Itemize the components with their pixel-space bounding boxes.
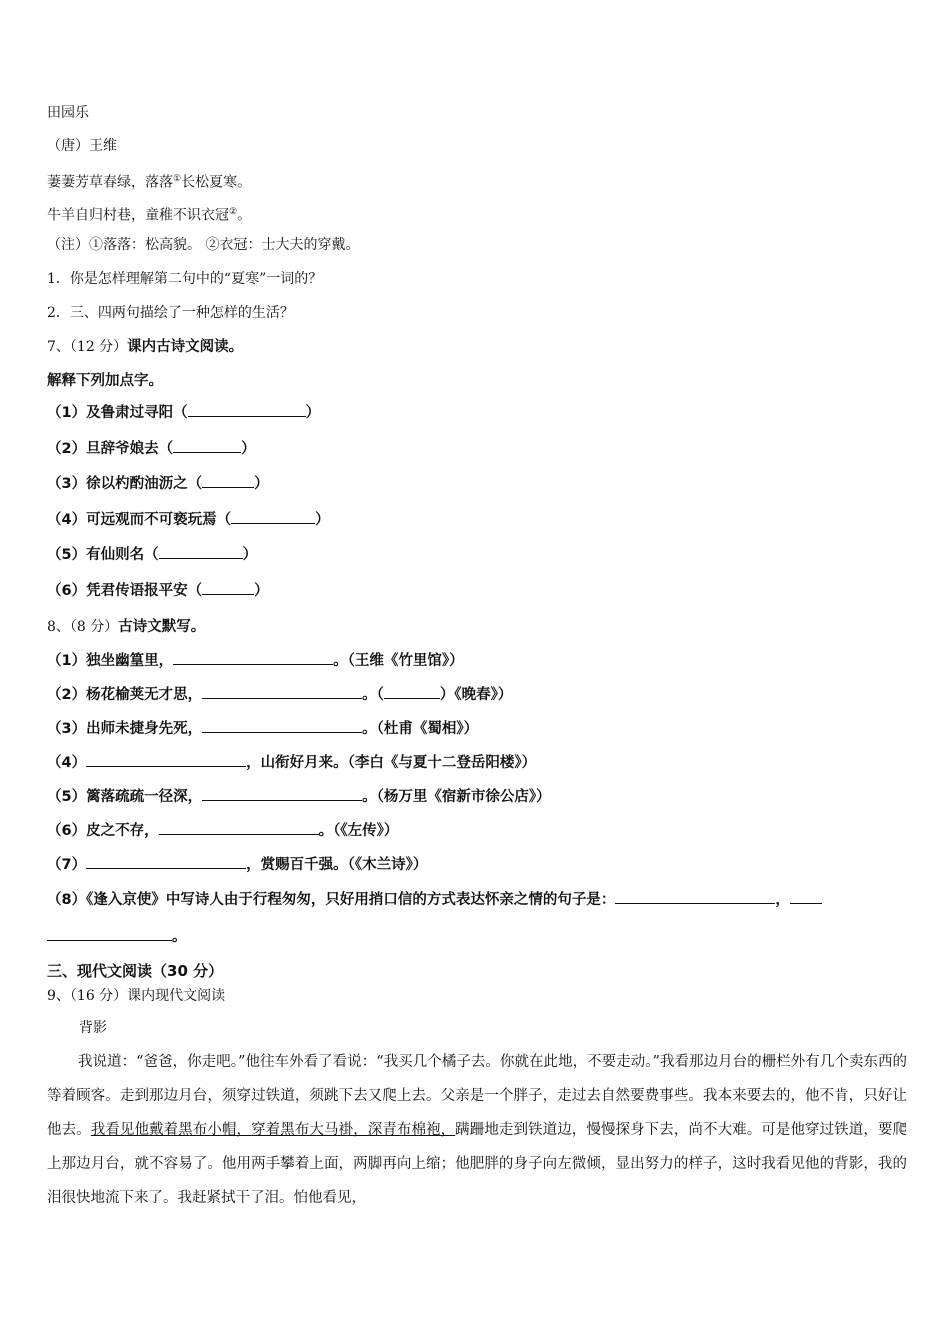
answer-blank[interactable] xyxy=(202,474,254,488)
passage-title: 背影 xyxy=(79,1020,107,1036)
answer-blank[interactable] xyxy=(173,651,333,665)
answer-blank[interactable] xyxy=(47,927,172,941)
poem-line-2: 牛羊自归村巷，童稚不识衣冠②。 xyxy=(47,207,252,224)
section-3-heading: 三、现代文阅读（30 分） xyxy=(47,962,224,980)
answer-blank[interactable] xyxy=(86,753,246,767)
question-2: 2．三、四两句描绘了一种怎样的生活？ xyxy=(47,305,294,321)
q8-item-7: （7） ，赏赐百千强。（《木兰诗》） xyxy=(47,857,428,873)
q7-item-4: （4）可远观而不可亵玩焉（ ） xyxy=(47,512,330,528)
q8-item-1: （1）独坐幽篁里， 。（王维《竹里馆》） xyxy=(47,653,464,669)
q7-item-1: （1）及鲁肃过寻阳（ ） xyxy=(47,405,321,421)
answer-blank[interactable] xyxy=(790,890,822,904)
answer-blank[interactable] xyxy=(159,545,243,559)
q7-item-2: （2）旦辞爷娘去（ ） xyxy=(47,441,256,457)
answer-blank[interactable] xyxy=(202,787,362,801)
answer-blank[interactable] xyxy=(202,685,362,699)
q8-header: 8、（8 分）古诗文默写。 xyxy=(47,619,206,635)
q7-header: 7、（12 分）课内古诗文阅读。 xyxy=(47,339,244,355)
q8-item-8: （8）《逢入京使》中写诗人由于行程匆匆，只好用捎口信的方式表达怀亲之情的句子是： ， xyxy=(47,890,907,910)
q8-item-4: （4） ，山衔好月来。（李白《与夏十二登岳阳楼》） xyxy=(47,755,537,771)
q9-header: 9、（16 分）课内现代文阅读 xyxy=(47,988,226,1004)
q8-item-5: （5）篱落疏疏一径深， 。（杨万里《宿新市徐公店》） xyxy=(47,789,551,805)
answer-blank[interactable] xyxy=(202,719,362,733)
answer-blank[interactable] xyxy=(231,510,315,524)
q7-item-5: （5）有仙则名（ ） xyxy=(47,547,258,563)
answer-blank[interactable] xyxy=(86,855,246,869)
answer-blank[interactable] xyxy=(202,581,254,595)
answer-blank[interactable] xyxy=(159,821,319,835)
answer-blank[interactable] xyxy=(188,403,306,417)
passage-paragraph: 我说道：“爸爸，你走吧。”他往车外看了看说：“我买几个橘子去。你就在此地，不要走动。”我看那边月台的栅栏外有几个卖东西的等着顾客。走到那边月台，须穿过铁道，须跳下去又爬上去。父亲是一个胖子，走过去自然要费事些。我本来要去的，他不肯，只好让他去。我看见他戴着黑布小帽，穿着黑布大马褂，深青布棉袍，蹒跚地走到铁道边，慢慢探身下去，尚不大难。可是他穿过铁道，要爬上那边月台，就不容易了。他用两手攀着上面，两脚再向上缩；他肥胖的身子向左微倾，显出努力的样子，这时我看见他的背影，我的泪很快地流下来了。我赶紧拭干了泪。怕他看见， xyxy=(47,1054,907,1206)
answer-blank[interactable] xyxy=(615,890,775,904)
q8-item-6: （6）皮之不存， 。（《左传》） xyxy=(47,823,399,839)
answer-blank[interactable] xyxy=(384,685,440,699)
poem-notes: （注）①落落：松高貌。 ②衣冠：士大夫的穿戴。 xyxy=(47,237,360,253)
q8-item-3: （3）出师未捷身先死， 。（杜甫《蜀相》） xyxy=(47,721,479,737)
q7-instruction: 解释下列加点字。 xyxy=(47,373,163,389)
question-1: 1．你是怎样理解第二句中的“夏寒”一词的？ xyxy=(47,271,323,287)
underlined-sentence: 我看见他戴着黑布小帽，穿着黑布大马褂，深青布棉袍， xyxy=(90,1122,456,1138)
poem-title: 田园乐 xyxy=(47,105,89,121)
q7-item-6: （6）凭君传语报平安（ ） xyxy=(47,583,269,599)
poem-author: （唐）王维 xyxy=(47,138,117,154)
q7-item-3: （3）徐以杓酌油沥之（ ） xyxy=(47,476,269,492)
q8-item-8-continuation: 。 xyxy=(47,927,187,947)
poem-line-1: 萋萋芳草春绿，落落①长松夏寒。 xyxy=(47,174,252,191)
answer-blank[interactable] xyxy=(173,439,241,453)
q8-item-2: （2）杨花榆荚无才思， 。（ ）《晚春》） xyxy=(47,687,513,703)
